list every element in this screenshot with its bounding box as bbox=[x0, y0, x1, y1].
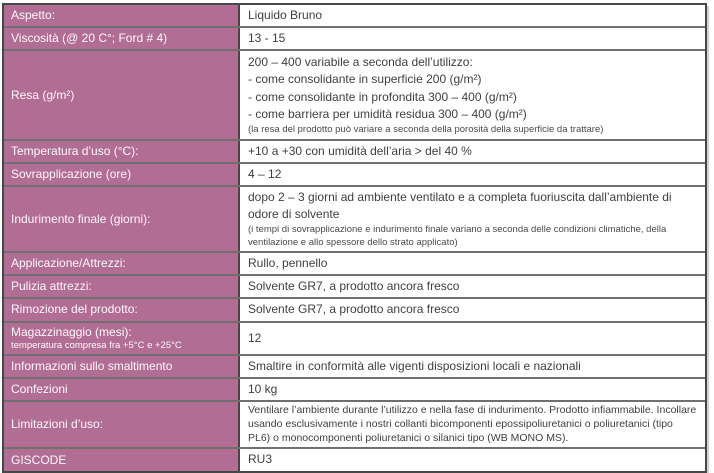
row-value bbox=[238, 449, 705, 470]
technical-datasheet-table bbox=[2, 3, 707, 473]
value-text: RU3 bbox=[248, 452, 273, 467]
row-label bbox=[4, 299, 238, 320]
row-label bbox=[4, 323, 238, 354]
row-value bbox=[238, 28, 705, 49]
row-value bbox=[238, 402, 705, 448]
value-text: Ventilare l’ambiente durante l’utilizzo e nella fase di indurimento. Prodotto infiammabile. Incollare usando esclusivamente i nostri collanti bicomponenti epossipoliuretanici o poliuretanici (tipo PL6) o monocomponenti poliuretanici o silanici tipo (WB MONO MS). bbox=[248, 403, 697, 444]
row-label bbox=[4, 187, 238, 251]
value-line: - come consolidante in superficie 200 (g/m²) bbox=[248, 72, 482, 87]
value-text: +10 a +30 con umidità dell’aria > del 40 % bbox=[248, 144, 472, 159]
value-text: Liquido Bruno bbox=[248, 8, 323, 22]
value-text: 4 – 12 bbox=[248, 167, 282, 182]
row-label bbox=[4, 5, 238, 26]
row-value bbox=[238, 253, 705, 274]
row-giscode bbox=[4, 449, 705, 470]
label-text: Limitazioni d’uso: bbox=[11, 417, 104, 432]
row-label bbox=[4, 253, 238, 274]
value-line: - come consolidante in profondita 300 – 400 (g/m²) bbox=[248, 89, 517, 104]
row-label bbox=[4, 356, 238, 377]
label-text: Resa (g/m²) bbox=[11, 87, 75, 102]
value-text: 12 bbox=[248, 330, 262, 345]
row-confezioni bbox=[4, 379, 705, 402]
row-label bbox=[4, 51, 238, 139]
label-text: Applicazione/Attrezzi: bbox=[11, 256, 126, 271]
label-text: Magazzinaggio (mesi): bbox=[11, 324, 132, 339]
row-viscosita bbox=[4, 28, 705, 51]
value-note: (la resa del prodotto può variare a seconda della porosità della superficie da trattare) bbox=[248, 123, 604, 135]
row-value bbox=[238, 323, 705, 354]
row-label bbox=[4, 164, 238, 185]
row-informazioni-smaltimento bbox=[4, 356, 705, 379]
value-line: 200 – 400 variabile a seconda dell’utilizzo: bbox=[248, 55, 473, 70]
row-aspetto bbox=[4, 5, 705, 28]
row-value bbox=[238, 164, 705, 185]
row-indurimento-finale bbox=[4, 187, 705, 253]
row-rimozione-prodotto bbox=[4, 299, 705, 322]
value-text: Smaltire in conformità alle vigenti disposizioni locali e nazionali bbox=[248, 358, 581, 373]
row-value bbox=[238, 51, 705, 139]
row-label bbox=[4, 449, 238, 470]
label-text: Sovrapplicazione (ore) bbox=[11, 167, 132, 182]
value-text: 13 - 15 bbox=[248, 31, 286, 46]
row-temperatura-uso bbox=[4, 141, 705, 164]
label-text: GISCODE bbox=[11, 452, 67, 467]
row-applicazione-attrezzi bbox=[4, 253, 705, 276]
label-text: Indurimento finale (giorni): bbox=[11, 211, 151, 226]
label-text: Rimozione del prodotto: bbox=[11, 302, 138, 317]
row-sovrapplicazione bbox=[4, 164, 705, 187]
row-label bbox=[4, 141, 238, 162]
row-label bbox=[4, 402, 238, 448]
value-text: 10 kg bbox=[248, 381, 278, 396]
value-line: - come barriera per umidità residua 300 – 400 (g/m²) bbox=[248, 106, 527, 121]
row-value bbox=[238, 276, 705, 297]
row-value bbox=[238, 379, 705, 400]
row-label bbox=[4, 276, 238, 297]
row-resa bbox=[4, 51, 705, 141]
label-text: Viscosità (@ 20 C°; Ford # 4) bbox=[11, 31, 168, 46]
label-text: Temperatura d’uso (°C): bbox=[11, 144, 139, 159]
label-text: Confezioni bbox=[11, 381, 68, 396]
row-value bbox=[238, 5, 705, 26]
label-text: Aspetto: bbox=[11, 8, 56, 23]
row-value bbox=[238, 141, 705, 162]
value-text: Solvente GR7, a prodotto ancora fresco bbox=[248, 279, 460, 294]
row-value bbox=[238, 299, 705, 320]
row-label bbox=[4, 28, 238, 49]
row-label bbox=[4, 379, 238, 400]
row-magazzinaggio bbox=[4, 323, 705, 356]
label-subtext: temperatura compresa fra +5°C e +25°C bbox=[11, 339, 182, 351]
row-limitazioni-uso bbox=[4, 402, 705, 450]
label-text: Informazioni sullo smaltimento bbox=[11, 358, 173, 373]
value-text: dopo 2 – 3 giorni ad ambiente ventilato e a completa fuoriuscita dall’ambiente di odore di solvente bbox=[248, 190, 672, 222]
value-note: (i tempi di sovrapplicazione e indurimento finale variano a seconda delle condizioni climatiche, della ventilazione e allo spessore dello strato applicato) bbox=[248, 224, 667, 249]
row-value bbox=[238, 187, 705, 251]
value-text: Solvente GR7, a prodotto ancora fresco bbox=[248, 302, 460, 317]
value-text: Rullo, pennello bbox=[248, 256, 328, 271]
row-pulizia-attrezzi bbox=[4, 276, 705, 299]
row-value bbox=[238, 356, 705, 377]
label-text: Pulizia attrezzi: bbox=[11, 279, 92, 294]
